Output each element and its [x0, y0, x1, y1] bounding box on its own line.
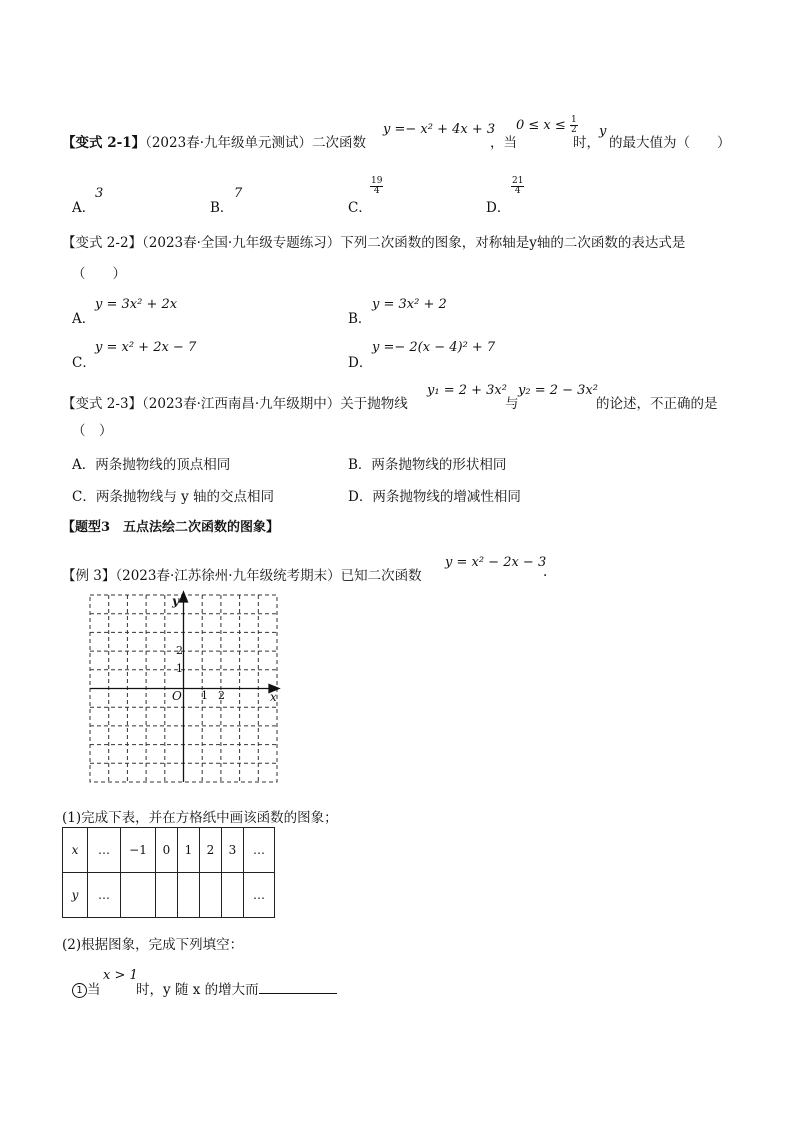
x-tick-2: 2	[218, 689, 225, 702]
option-d: D．	[486, 200, 511, 216]
question-tail: 的论述，不正确的是	[596, 396, 718, 412]
y-axis-label: y	[172, 594, 179, 608]
fill-blank-1: 1 当	[72, 978, 101, 998]
option-b: B．两条抛物线的形状相同	[348, 457, 507, 473]
option-b: B．	[210, 200, 234, 216]
option-a-value: 3	[95, 186, 104, 201]
fraction-half: $\frac{1}{2}$	[570, 115, 577, 135]
option-b-value: 7	[234, 186, 243, 201]
x-tick-1: 1	[201, 689, 208, 702]
question-2-1	[62, 131, 366, 151]
option-c-expr: y = x² + 2x − 7	[95, 340, 197, 355]
var-y: y	[599, 124, 607, 139]
section-title: 【题型3 五点法绘二次函数的图象】	[62, 520, 280, 535]
origin-label: O	[172, 689, 182, 703]
option-a: A．	[72, 311, 96, 327]
condition-left: 0 ≤ x ≤	[516, 118, 566, 133]
option-a-expr: y = 3x² + 2x	[95, 297, 178, 312]
option-d: D．两条抛物线的增减性相同	[348, 489, 521, 505]
question-2-3: 【变式 2-3】（2023春·江西南昌·九年级期中）关于抛物线	[62, 396, 408, 412]
option-c: C．	[72, 355, 96, 371]
fill-blank-1-text: 时，y 随 x 的增大而	[136, 978, 337, 998]
question-source: （2023春·九年级单元测试）二次函数	[145, 135, 366, 151]
example-3-function: y = x² − 2x − 3	[445, 555, 547, 570]
text-shi: 时，	[573, 135, 600, 151]
coordinate-grid	[85, 590, 285, 788]
y-tick-1: 1	[176, 662, 183, 675]
example-3-period: .	[543, 564, 548, 580]
x-axis-label: x	[270, 690, 277, 704]
question-tail: 的最大值为（ ）	[609, 135, 731, 151]
option-c-value: $\frac{19}{4}$	[371, 176, 383, 196]
question-2-3-paren: （ ）	[72, 423, 113, 439]
table-row: x … −1 0 1 2 3 …	[63, 828, 275, 873]
expr-y1: y₁ = 2 + 3x²	[427, 383, 507, 398]
option-d-value: $\frac{21}{4}$	[512, 176, 524, 196]
example-3: 【例 3】（2023春·江苏徐州·九年级统考期末）已知二次函数	[62, 568, 422, 584]
condition-x-gt-1: x > 1	[103, 968, 138, 983]
function-expression: y =− x² + 4x + 3	[383, 122, 496, 137]
text-when: ，当	[490, 135, 517, 151]
option-b-expr: y = 3x² + 2	[372, 297, 447, 312]
y-axis-arrow	[180, 592, 188, 602]
part-1: (1)完成下表，并在方格纸中画该函数的图象；	[62, 810, 338, 826]
option-c: C．两条抛物线与 y 轴的交点相同	[72, 489, 275, 505]
question-2-2: 【变式 2-2】（2023春·全国·九年级专题练习）下列二次函数的图象，对称轴是y轴的二次函数的表达式是	[62, 235, 686, 251]
question-2-2-paren: （ ）	[72, 266, 126, 282]
circled-number: 1	[72, 983, 87, 998]
option-d-expr: y =− 2(x − 4)² + 7	[372, 340, 496, 355]
option-c: C．	[348, 200, 372, 216]
condition-expression	[516, 116, 578, 135]
value-table	[62, 827, 275, 918]
expr-y2: y₂ = 2 − 3x²	[518, 383, 598, 398]
option-a: A．两条抛物线的顶点相同	[72, 457, 231, 473]
option-a: A．	[72, 200, 96, 216]
y-tick-2: 2	[176, 644, 183, 657]
option-d: D．	[348, 355, 373, 371]
part-2: (2)根据图象，完成下列填空：	[62, 937, 244, 953]
option-b: B．	[348, 311, 372, 327]
question-tag: 【变式 2-1】	[62, 135, 146, 151]
table-row: y … …	[63, 873, 275, 918]
text-and: 与	[505, 396, 519, 412]
answer-blank[interactable]	[259, 981, 337, 994]
